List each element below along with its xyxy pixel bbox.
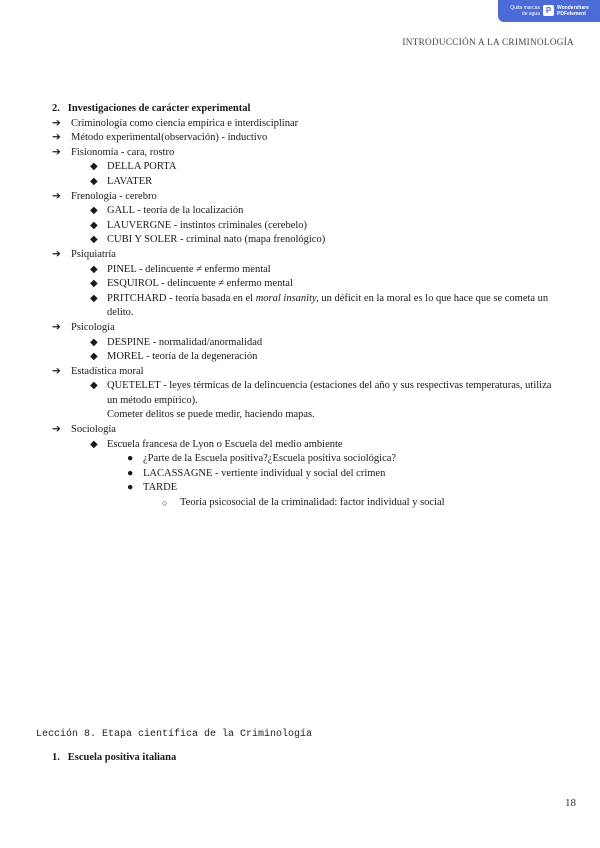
diamond-icon: ◆: [90, 278, 98, 290]
list-item: [52, 452, 552, 467]
page-header: INTRODUCCIÓN A LA CRIMINOLOGÍA: [402, 37, 574, 47]
list-item: [52, 204, 552, 219]
list-text: Fisionomía - cara, rostro: [71, 146, 175, 158]
watermark-remove-badge[interactable]: [498, 0, 600, 22]
badge-brand: [557, 5, 599, 17]
diamond-icon: ◆: [90, 175, 98, 187]
diamond-icon: ◆: [90, 292, 98, 304]
arrow-icon: ➔: [52, 321, 61, 333]
list-text: ESQUIROL - delincuente ≠ enfermo mental: [107, 278, 293, 290]
list-item: [52, 146, 552, 161]
diamond-icon: ◆: [90, 219, 98, 231]
list-item: [52, 336, 552, 351]
diamond-icon: ◆: [90, 234, 98, 246]
pdfelement-logo-icon: P: [543, 5, 554, 16]
list-text: MOREL - teoría de la degeneración: [107, 351, 258, 363]
bullet-icon: ●: [127, 482, 134, 494]
list-item: [52, 219, 552, 234]
bullet-icon: ●: [127, 467, 134, 479]
list-text: PRITCHARD - teoría basada en el: [107, 292, 256, 304]
section-heading: [52, 752, 176, 763]
list-text: DELLA PORTA: [107, 161, 177, 173]
list-item: [52, 350, 552, 365]
document-body: [52, 102, 552, 511]
badge-cta-line: de agua: [521, 11, 540, 17]
arrow-icon: ➔: [52, 132, 61, 144]
diamond-icon: ◆: [90, 161, 98, 173]
list-text: QUETELET - leyes térmicas de la delincuencia (estaciones del año y sus respectivas temperaturas, utiliza un método empírico).: [107, 380, 552, 406]
list-text: CUBI Y SOLER - criminal nato (mapa frenológico): [107, 234, 326, 246]
diamond-icon: ◆: [90, 380, 98, 392]
list-continuation: Cometer delitos se puede medir, haciendo mapas.: [107, 409, 315, 421]
list-item: [52, 131, 552, 146]
lesson-heading: Lección 8. Etapa científica de la Criminología: [36, 729, 313, 740]
list-text: Estadística moral: [71, 365, 144, 377]
list-item: [52, 467, 552, 482]
list-text: Frenología - cerebro: [71, 190, 157, 202]
arrow-icon: ➔: [52, 117, 61, 129]
diamond-icon: ◆: [90, 438, 98, 450]
list-item: [52, 379, 552, 408]
list-item: [52, 117, 552, 132]
page-number: 18: [565, 797, 576, 809]
list-item: [52, 175, 552, 190]
list-text: Teoría psicosocial de la criminalidad: factor individual y social: [180, 497, 445, 509]
badge-brand-line: PDFelement: [557, 11, 586, 17]
arrow-icon: ➔: [52, 190, 61, 202]
section-number: 2.: [52, 103, 60, 114]
list-text: LAVATER: [107, 175, 153, 187]
list-text: Psicología: [71, 321, 115, 333]
list-text: Sociología: [71, 424, 116, 436]
list-item: [52, 160, 552, 175]
diamond-icon: ◆: [90, 263, 98, 275]
section-title: Escuela positiva italiana: [67, 752, 177, 763]
list-item: [52, 190, 552, 205]
section-title: Investigaciones de carácter experimental: [67, 103, 251, 114]
list-item: [52, 277, 552, 292]
list-text: LACASSAGNE - vertiente individual y social del crimen: [143, 467, 386, 479]
list-item: [52, 248, 552, 263]
section-number: 1.: [52, 752, 60, 763]
diamond-icon: ◆: [90, 336, 98, 348]
list-text: un déficit en la moral es lo que hace que se cometa un delito.: [107, 292, 549, 319]
list-item: [52, 263, 552, 278]
list-text: LAUVERGNE - instintos criminales (cerebelo): [107, 219, 308, 231]
diamond-icon: ◆: [90, 205, 98, 217]
arrow-icon: ➔: [52, 146, 61, 158]
list-text: ¿Parte de la Escuela positiva?¿Escuela positiva sociológica?: [143, 453, 397, 465]
list-text: Método experimental(observación) - inductivo: [71, 132, 268, 144]
list-text: TARDE: [143, 482, 178, 494]
list-text: DESPINE - normalidad/anormalidad: [107, 336, 263, 348]
diamond-icon: ◆: [90, 351, 98, 363]
list-item: [52, 481, 552, 496]
list-item: [52, 233, 552, 248]
list-text: Escuela francesa de Lyon o Escuela del medio ambiente: [107, 438, 343, 450]
list-item: [52, 496, 552, 511]
list-text: GALL - teoría de la localización: [107, 205, 244, 217]
list-text-italic: moral insanity,: [255, 292, 319, 304]
section-heading: [52, 102, 552, 117]
list-text: Psiquiatría: [71, 248, 116, 260]
list-item: [52, 365, 552, 380]
badge-cta: [502, 5, 540, 17]
list-item: [52, 292, 552, 321]
list-text: Criminología como ciencia empírica e interdisciplinar: [71, 117, 299, 129]
badge-brand-line: Wondershare: [557, 5, 589, 11]
list-text: PINEL - delincuente ≠ enfermo mental: [107, 263, 271, 275]
arrow-icon: ➔: [52, 365, 61, 377]
bullet-icon: ●: [127, 453, 134, 465]
list-item: [52, 438, 552, 453]
list-item: [52, 321, 552, 336]
list-item: [52, 423, 552, 438]
badge-cta-line: Quita marcas: [510, 5, 540, 11]
arrow-icon: ➔: [52, 248, 61, 260]
arrow-icon: ➔: [52, 424, 61, 436]
circle-bullet-icon: ○: [162, 498, 168, 509]
